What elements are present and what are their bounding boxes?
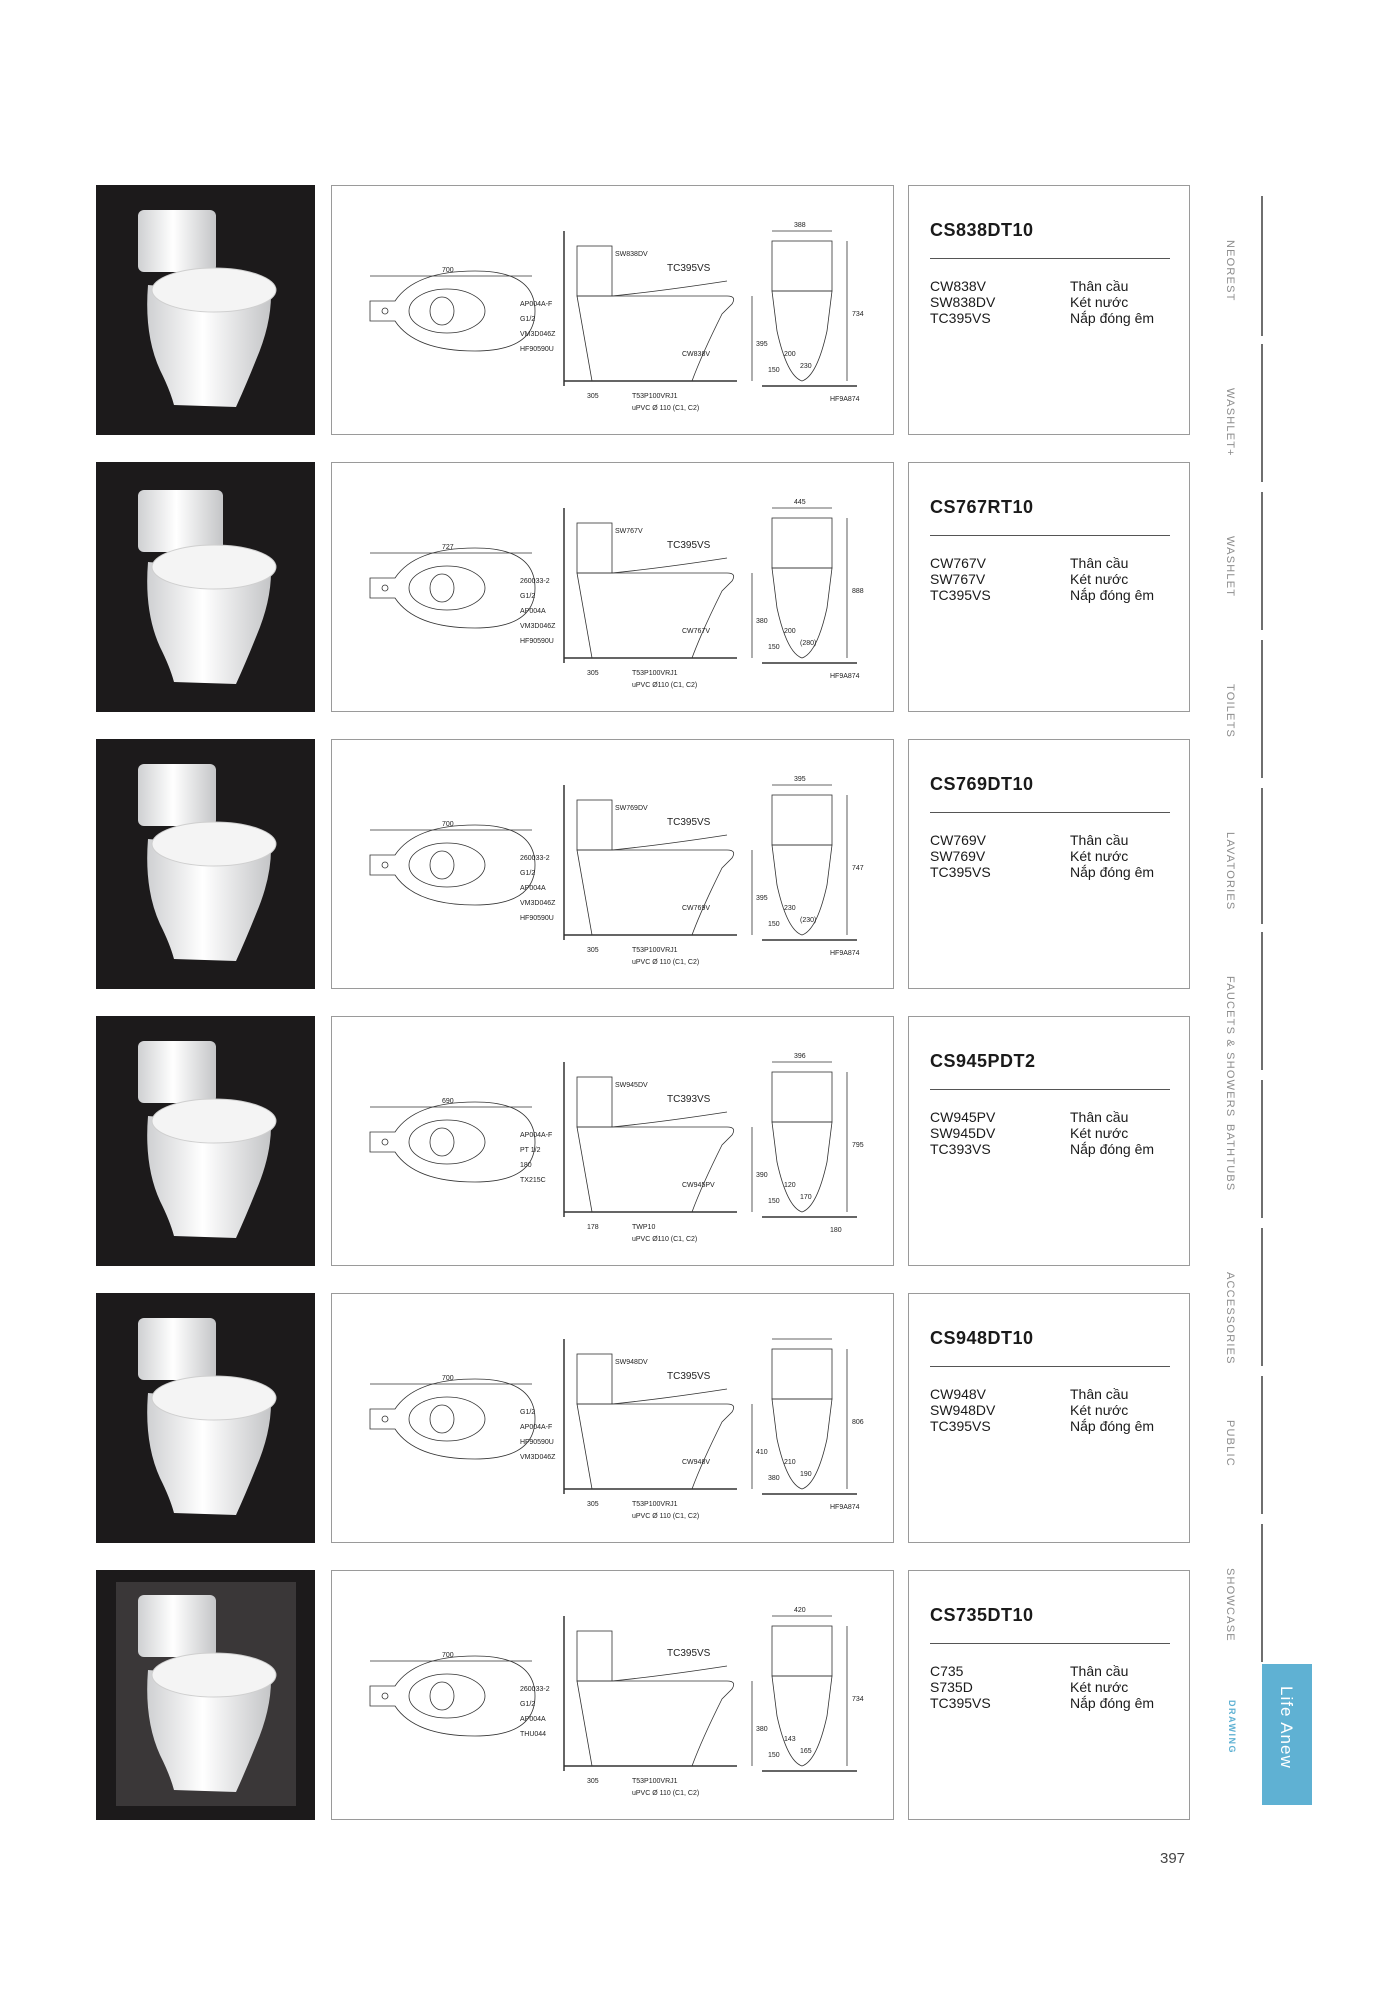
label-seat: TC395VS xyxy=(667,1648,711,1659)
seat-lid-shape xyxy=(152,545,276,589)
part-code: TC395VS xyxy=(930,1695,991,1711)
side-view-tank xyxy=(577,523,612,573)
side-view-seat xyxy=(612,1666,727,1681)
top-view-drain xyxy=(430,574,454,602)
label-hf: HF9A874 xyxy=(830,950,860,957)
dim-front-width: 445 xyxy=(794,499,806,506)
product-row xyxy=(0,1016,1385,1266)
part-code: SW838DV xyxy=(930,294,996,310)
side-nav-divider xyxy=(1261,1080,1263,1218)
front-view-tank xyxy=(772,795,832,845)
dim-rough-in: 305 xyxy=(587,1501,599,1508)
parts-list xyxy=(930,1109,1180,1157)
dim-front-width: 396 xyxy=(794,1053,806,1060)
tank-shape xyxy=(138,1318,216,1380)
side-view-bowl xyxy=(577,1681,734,1766)
product-photo xyxy=(96,739,315,989)
top-view-flush xyxy=(382,1139,388,1145)
part-row xyxy=(930,1386,1180,1402)
part-row xyxy=(930,310,1180,326)
label-seat: TC395VS xyxy=(667,1371,711,1382)
part-description: Nắp đóng êm xyxy=(1070,587,1155,603)
part-code: TC395VS xyxy=(930,310,991,326)
dim-side-b: (280) xyxy=(800,640,817,647)
part-description: Két nước xyxy=(1070,571,1129,587)
side-nav-label: WASHLET xyxy=(1224,536,1236,598)
top-view-outline xyxy=(370,271,535,351)
product-row xyxy=(0,739,1385,989)
part-row xyxy=(930,1109,1180,1125)
front-view-tank xyxy=(772,1072,832,1122)
product-photo xyxy=(96,1016,315,1266)
dim-floor: 150 xyxy=(768,1752,780,1759)
part-row xyxy=(930,1125,1180,1141)
technical-drawing-svg xyxy=(332,186,893,434)
product-row xyxy=(0,1293,1385,1543)
part-description: Nắp đóng êm xyxy=(1070,1141,1155,1157)
technical-drawing-svg xyxy=(332,1017,893,1265)
part-row xyxy=(930,1418,1180,1434)
top-view-flush xyxy=(382,308,388,314)
top-view-outline xyxy=(370,825,535,905)
side-nav-label: WASHLET+ xyxy=(1224,388,1236,457)
top-view-bowl xyxy=(409,1674,485,1718)
side-view-bowl xyxy=(577,296,734,381)
part-row xyxy=(930,278,1180,294)
side-view-seat xyxy=(612,281,727,296)
section-tab[interactable] xyxy=(1262,1664,1312,1805)
top-view-outline xyxy=(370,1656,535,1736)
part-description: Thân cầu xyxy=(1070,1109,1129,1125)
side-nav-divider xyxy=(1261,196,1263,336)
dim-front-width: 395 xyxy=(794,776,806,783)
product-photo xyxy=(96,1570,315,1820)
part-row xyxy=(930,571,1180,587)
side-view-tank xyxy=(577,1354,612,1404)
dim-floor: 150 xyxy=(768,367,780,374)
product-info-card xyxy=(908,1016,1190,1266)
dim-side-b: 230 xyxy=(800,363,812,370)
label-part-2: PT 1/2 xyxy=(520,1147,541,1154)
label-part-3: AP004A xyxy=(520,885,546,892)
side-view-seat xyxy=(612,1389,727,1404)
front-view-tank xyxy=(772,1349,832,1399)
section-sub-label: DRAWING xyxy=(1227,1700,1237,1754)
label-part-5: HF90590U xyxy=(520,915,554,922)
parts-list xyxy=(930,1386,1180,1434)
part-description: Két nước xyxy=(1070,848,1129,864)
front-view-tank xyxy=(772,241,832,291)
part-row xyxy=(930,294,1180,310)
part-row xyxy=(930,1695,1180,1711)
dim-side-b: (230) xyxy=(800,917,817,924)
part-code: CW838V xyxy=(930,278,987,294)
part-code: C735 xyxy=(930,1663,964,1679)
side-nav-divider xyxy=(1261,640,1263,778)
part-description: Nắp đóng êm xyxy=(1070,864,1155,880)
part-code: SW948DV xyxy=(930,1402,996,1418)
model-title: CS735DT10 xyxy=(930,1605,1034,1625)
top-view-drain xyxy=(430,297,454,325)
part-code: SW767V xyxy=(930,571,986,587)
dim-height: 747 xyxy=(852,865,864,872)
label-tank: SW767V xyxy=(615,528,643,535)
side-nav-divider xyxy=(1261,492,1263,630)
tank-shape xyxy=(138,1595,216,1657)
part-row xyxy=(930,1663,1180,1679)
label-part-1: 260033-2 xyxy=(520,578,550,585)
label-part-2: AP004A-F xyxy=(520,1424,553,1431)
front-view-tank xyxy=(772,518,832,568)
label-part-4: THU044 xyxy=(520,1731,547,1738)
label-pipe-1: T53P100VRJ1 xyxy=(632,1501,678,1508)
dim-seat-height: 380 xyxy=(756,1726,768,1733)
label-part-1: G1/2 xyxy=(520,1409,536,1416)
parts-list xyxy=(930,832,1180,880)
part-description: Thân cầu xyxy=(1070,1663,1129,1679)
side-view-seat xyxy=(612,1112,727,1127)
side-nav-label: PUBLIC xyxy=(1224,1420,1236,1467)
parts-list xyxy=(930,1663,1180,1711)
label-part-4: VM3D046Z xyxy=(520,900,556,907)
part-description: Thân cầu xyxy=(1070,1386,1129,1402)
label-seat: TC395VS xyxy=(667,540,711,551)
label-bowl: CW767V xyxy=(682,628,711,635)
top-view-bowl xyxy=(409,566,485,610)
part-code: TC395VS xyxy=(930,1418,991,1434)
technical-drawing xyxy=(331,462,894,712)
dim-seat-height: 380 xyxy=(756,618,768,625)
side-view-bowl xyxy=(577,1404,734,1489)
label-bowl: CW948V xyxy=(682,1459,711,1466)
dim-side-b: 190 xyxy=(800,1471,812,1478)
label-pipe-1: TWP10 xyxy=(632,1224,656,1231)
model-title: CS767RT10 xyxy=(930,497,1034,517)
part-code: TC395VS xyxy=(930,864,991,880)
part-row xyxy=(930,587,1180,603)
dim-side-a: 200 xyxy=(784,351,796,358)
part-code: SW769V xyxy=(930,848,986,864)
seat-lid-shape xyxy=(152,1099,276,1143)
title-divider xyxy=(930,535,1170,536)
top-view-flush xyxy=(382,1416,388,1422)
technical-drawing-svg xyxy=(332,463,893,711)
part-row xyxy=(930,1679,1180,1695)
product-photo xyxy=(96,1293,315,1543)
label-seat: TC395VS xyxy=(667,263,711,274)
side-view-seat xyxy=(612,558,727,573)
dim-side-a: 230 xyxy=(784,905,796,912)
side-nav-label: SHOWCASE xyxy=(1224,1568,1236,1642)
part-description: Thân cầu xyxy=(1070,832,1129,848)
dim-width-top: 700 xyxy=(442,267,454,274)
label-pipe-2: uPVC Ø110 (C1, C2) xyxy=(632,682,698,689)
part-description: Két nước xyxy=(1070,294,1129,310)
label-pipe-2: uPVC Ø 110 (C1, C2) xyxy=(632,405,700,412)
side-nav-divider xyxy=(1261,788,1263,924)
label-part-1: AP004A-F xyxy=(520,301,553,308)
top-view-flush xyxy=(382,1693,388,1699)
label-part-2: G1/2 xyxy=(520,1701,536,1708)
side-nav-label: BATHTUBS xyxy=(1224,1124,1236,1192)
technical-drawing xyxy=(331,1570,894,1820)
parts-list xyxy=(930,278,1180,326)
top-view-outline xyxy=(370,1102,535,1182)
top-view-drain xyxy=(430,1682,454,1710)
dim-side-a: 120 xyxy=(784,1182,796,1189)
label-bowl: CW945PV xyxy=(682,1182,715,1189)
label-part-5: HF90590U xyxy=(520,638,554,645)
title-divider xyxy=(930,258,1170,259)
dim-side-a: 143 xyxy=(784,1736,796,1743)
product-photo xyxy=(96,462,315,712)
product-info-card xyxy=(908,739,1190,989)
top-view-flush xyxy=(382,585,388,591)
part-code: CW769V xyxy=(930,832,987,848)
label-pipe-2: uPVC Ø 110 (C1, C2) xyxy=(632,959,700,966)
dim-width-top: 700 xyxy=(442,821,454,828)
part-code: TC395VS xyxy=(930,587,991,603)
label-pipe-1: T53P100VRJ1 xyxy=(632,947,678,954)
dim-width-top: 690 xyxy=(442,1098,454,1105)
dim-front-width: 420 xyxy=(794,1607,806,1614)
product-info-card xyxy=(908,1293,1190,1543)
side-nav-divider xyxy=(1261,1376,1263,1514)
top-view-outline xyxy=(370,1379,535,1459)
side-nav-divider xyxy=(1261,1228,1263,1366)
side-view-tank xyxy=(577,246,612,296)
label-pipe-2: uPVC Ø 110 (C1, C2) xyxy=(632,1513,700,1520)
label-tank: SW769DV xyxy=(615,805,648,812)
dim-height: 795 xyxy=(852,1142,864,1149)
label-seat: TC395VS xyxy=(667,817,711,828)
part-row xyxy=(930,555,1180,571)
label-bowl: CW769V xyxy=(682,905,711,912)
side-view-seat xyxy=(612,835,727,850)
label-part-2: G1/2 xyxy=(520,316,536,323)
front-view-tank xyxy=(772,1626,832,1676)
part-description: Nắp đóng êm xyxy=(1070,1695,1155,1711)
part-description: Nắp đóng êm xyxy=(1070,1418,1155,1434)
dim-rough-in: 305 xyxy=(587,670,599,677)
label-part-3: 180 xyxy=(520,1162,532,1169)
label-hf: HF9A874 xyxy=(830,673,860,680)
product-info-card xyxy=(908,462,1190,712)
label-hf: HF9A874 xyxy=(830,396,860,403)
model-title: CS838DT10 xyxy=(930,220,1034,240)
dim-height: 806 xyxy=(852,1419,864,1426)
dim-side-b: 165 xyxy=(800,1748,812,1755)
part-row xyxy=(930,848,1180,864)
label-bowl: CW838V xyxy=(682,351,711,358)
seat-lid-shape xyxy=(152,1653,276,1697)
label-pipe-1: T53P100VRJ1 xyxy=(632,670,678,677)
side-nav-label: NEOREST xyxy=(1224,240,1236,302)
section-tab-label: Life Anew xyxy=(1277,1686,1296,1769)
label-tank: SW948DV xyxy=(615,1359,648,1366)
side-view-tank xyxy=(577,1077,612,1127)
model-title: CS948DT10 xyxy=(930,1328,1034,1348)
product-row xyxy=(0,1570,1385,1820)
title-divider xyxy=(930,812,1170,813)
label-part-2: G1/2 xyxy=(520,870,536,877)
parts-list xyxy=(930,555,1180,603)
side-view-tank xyxy=(577,800,612,850)
side-nav-divider xyxy=(1261,344,1263,482)
label-pipe-2: uPVC Ø110 (C1, C2) xyxy=(632,1236,698,1243)
tank-shape xyxy=(138,490,223,552)
product-row xyxy=(0,185,1385,435)
label-part-1: 260033-2 xyxy=(520,855,550,862)
page-number: 397 xyxy=(1160,1850,1186,1867)
side-nav-label: LAVATORIES xyxy=(1224,832,1236,911)
top-view-bowl xyxy=(409,1120,485,1164)
dim-seat-height: 395 xyxy=(756,341,768,348)
label-tank: SW838DV xyxy=(615,251,648,258)
top-view-outline xyxy=(370,548,535,628)
model-title: CS945PDT2 xyxy=(930,1051,1036,1071)
product-info-card xyxy=(908,185,1190,435)
part-description: Két nước xyxy=(1070,1402,1129,1418)
label-part-3: AP004A xyxy=(520,1716,546,1723)
part-row xyxy=(930,1402,1180,1418)
technical-drawing-svg xyxy=(332,740,893,988)
product-row xyxy=(0,462,1385,712)
dim-height: 734 xyxy=(852,311,864,318)
label-part-3: HF90590U xyxy=(520,1439,554,1446)
label-part-4: HF90590U xyxy=(520,346,554,353)
dim-front-width: 388 xyxy=(794,222,806,229)
top-view-flush xyxy=(382,862,388,868)
tank-shape xyxy=(138,210,216,272)
part-description: Két nước xyxy=(1070,1679,1129,1695)
part-code: CW945PV xyxy=(930,1109,996,1125)
dim-seat-height: 410 xyxy=(756,1449,768,1456)
technical-drawing xyxy=(331,739,894,989)
dim-seat-height: 395 xyxy=(756,895,768,902)
label-part-4: VM3D046Z xyxy=(520,623,556,630)
part-description: Thân cầu xyxy=(1070,278,1129,294)
part-description: Két nước xyxy=(1070,1125,1129,1141)
part-description: Thân cầu xyxy=(1070,555,1129,571)
top-view-drain xyxy=(430,851,454,879)
dim-floor: 150 xyxy=(768,644,780,651)
technical-drawing-svg xyxy=(332,1294,893,1542)
label-seat: TC393VS xyxy=(667,1094,711,1105)
side-nav-label: ACCESSORIES xyxy=(1224,1272,1236,1365)
label-hf: HF9A874 xyxy=(830,1504,860,1511)
label-pipe-1: T53P100VRJ1 xyxy=(632,1778,678,1785)
label-hf: 180 xyxy=(830,1227,842,1234)
dim-width-top: 700 xyxy=(442,1652,454,1659)
part-row xyxy=(930,832,1180,848)
side-view-bowl xyxy=(577,850,734,935)
side-view-bowl xyxy=(577,573,734,658)
product-info-card xyxy=(908,1570,1190,1820)
technical-drawing xyxy=(331,1293,894,1543)
model-title: CS769DT10 xyxy=(930,774,1034,794)
part-code: S735D xyxy=(930,1679,973,1695)
dim-width-top: 700 xyxy=(442,1375,454,1382)
label-part-3: VM3D046Z xyxy=(520,331,556,338)
label-pipe-1: T53P100VRJ1 xyxy=(632,393,678,400)
dim-floor: 150 xyxy=(768,921,780,928)
dim-floor: 150 xyxy=(768,1198,780,1205)
label-part-4: TX215C xyxy=(520,1177,546,1184)
technical-drawing xyxy=(331,1016,894,1266)
side-view-bowl xyxy=(577,1127,734,1212)
part-code: TC393VS xyxy=(930,1141,991,1157)
label-part-3: AP004A xyxy=(520,608,546,615)
dim-side-b: 170 xyxy=(800,1194,812,1201)
dim-rough-in: 305 xyxy=(587,1778,599,1785)
seat-lid-shape xyxy=(152,268,276,312)
top-view-bowl xyxy=(409,289,485,333)
part-row xyxy=(930,864,1180,880)
label-part-4: VM3D046Z xyxy=(520,1454,556,1461)
product-photo xyxy=(96,185,315,435)
side-nav-label: TOILETS xyxy=(1224,684,1236,739)
label-part-1: 260033-2 xyxy=(520,1686,550,1693)
dim-height: 888 xyxy=(852,588,864,595)
dim-side-a: 200 xyxy=(784,628,796,635)
seat-lid-shape xyxy=(152,822,276,866)
side-nav-divider xyxy=(1261,932,1263,1070)
label-pipe-2: uPVC Ø 110 (C1, C2) xyxy=(632,1790,700,1797)
title-divider xyxy=(930,1366,1170,1367)
part-row xyxy=(930,1141,1180,1157)
dim-height: 734 xyxy=(852,1696,864,1703)
top-view-drain xyxy=(430,1405,454,1433)
seat-lid-shape xyxy=(152,1376,276,1420)
title-divider xyxy=(930,1089,1170,1090)
side-nav-divider xyxy=(1261,1524,1263,1662)
dim-rough-in: 305 xyxy=(587,393,599,400)
dim-rough-in: 305 xyxy=(587,947,599,954)
label-tank: SW945DV xyxy=(615,1082,648,1089)
dim-side-a: 210 xyxy=(784,1459,796,1466)
title-divider xyxy=(930,1643,1170,1644)
top-view-bowl xyxy=(409,1397,485,1441)
part-code: SW945DV xyxy=(930,1125,996,1141)
dim-width-top: 727 xyxy=(442,544,454,551)
side-view-tank xyxy=(577,1631,612,1681)
technical-drawing xyxy=(331,185,894,435)
part-code: CW767V xyxy=(930,555,987,571)
dim-seat-height: 390 xyxy=(756,1172,768,1179)
label-part-2: G1/2 xyxy=(520,593,536,600)
label-part-1: AP004A-F xyxy=(520,1132,553,1139)
tank-shape xyxy=(138,764,216,826)
part-description: Nắp đóng êm xyxy=(1070,310,1155,326)
technical-drawing-svg xyxy=(332,1571,893,1819)
part-code: CW948V xyxy=(930,1386,987,1402)
dim-rough-in: 178 xyxy=(587,1224,599,1231)
side-nav-label: FAUCETS & SHOWERS xyxy=(1224,976,1236,1118)
top-view-drain xyxy=(430,1128,454,1156)
tank-shape xyxy=(138,1041,216,1103)
top-view-bowl xyxy=(409,843,485,887)
dim-floor: 380 xyxy=(768,1475,780,1482)
